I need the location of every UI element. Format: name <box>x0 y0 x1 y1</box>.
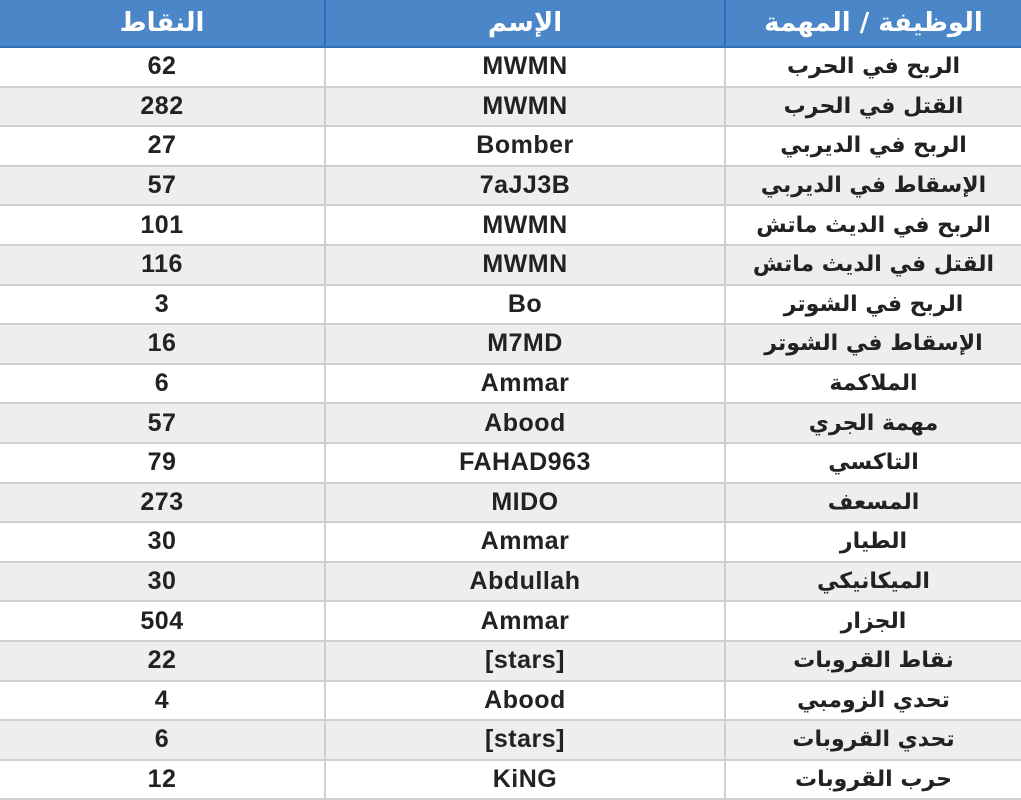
player-name-cell: Ammar <box>325 522 725 562</box>
task-cell: الطيار <box>725 522 1021 562</box>
task-cell: الإسقاط في الشوتر <box>725 324 1021 364</box>
player-name-cell: M7MD <box>325 324 725 364</box>
points-cell: 30 <box>0 562 325 602</box>
player-name-cell: FAHAD963 <box>325 443 725 483</box>
player-name-cell: [stars] <box>325 641 725 681</box>
player-name-cell: 7aJJ3B <box>325 166 725 206</box>
task-cell: الميكانيكي <box>725 562 1021 602</box>
points-cell: 6 <box>0 720 325 760</box>
player-name-cell: Ammar <box>325 601 725 641</box>
task-column-header: الوظيفة / المهمة <box>725 0 1021 47</box>
points-cell: 62 <box>0 47 325 87</box>
task-cell: الإسقاط في الديربي <box>725 166 1021 206</box>
points-cell: 116 <box>0 245 325 285</box>
table-row <box>0 87 1021 127</box>
task-cell: الربح في الشوتر <box>725 285 1021 325</box>
points-cell: 79 <box>0 443 325 483</box>
name-column-header: الإسم <box>325 0 725 47</box>
table-row <box>0 641 1021 681</box>
table-row <box>0 285 1021 325</box>
table-row <box>0 601 1021 641</box>
player-name-cell: MWMN <box>325 205 725 245</box>
player-name-cell: Abdullah <box>325 562 725 602</box>
points-cell: 12 <box>0 760 325 800</box>
task-cell: المسعف <box>725 483 1021 523</box>
points-cell: 27 <box>0 126 325 166</box>
points-cell: 22 <box>0 641 325 681</box>
player-name-cell: Abood <box>325 403 725 443</box>
task-cell: القتل في الديث ماتش <box>725 245 1021 285</box>
table-row <box>0 126 1021 166</box>
header-row <box>0 0 1021 47</box>
points-cell: 57 <box>0 166 325 206</box>
table-header <box>0 0 1021 47</box>
task-cell: تحدي القروبات <box>725 720 1021 760</box>
table-row <box>0 522 1021 562</box>
table-row <box>0 245 1021 285</box>
player-name-cell: Abood <box>325 681 725 721</box>
points-cell: 282 <box>0 87 325 127</box>
points-cell: 4 <box>0 681 325 721</box>
table-row <box>0 324 1021 364</box>
points-cell: 504 <box>0 601 325 641</box>
points-cell: 273 <box>0 483 325 523</box>
points-column-header: النقاط <box>0 0 325 47</box>
player-name-cell: Bo <box>325 285 725 325</box>
player-name-cell: MWMN <box>325 87 725 127</box>
table-row <box>0 403 1021 443</box>
table-row <box>0 760 1021 800</box>
player-name-cell: [stars] <box>325 720 725 760</box>
points-cell: 6 <box>0 364 325 404</box>
table-row <box>0 364 1021 404</box>
table-row <box>0 205 1021 245</box>
table-row <box>0 47 1021 87</box>
task-cell: الجزار <box>725 601 1021 641</box>
task-cell: الربح في الحرب <box>725 47 1021 87</box>
task-cell: حرب القروبات <box>725 760 1021 800</box>
player-name-cell: Bomber <box>325 126 725 166</box>
table-row <box>0 720 1021 760</box>
points-cell: 57 <box>0 403 325 443</box>
points-cell: 3 <box>0 285 325 325</box>
table-body <box>0 47 1021 799</box>
task-cell: الربح في الديث ماتش <box>725 205 1021 245</box>
player-name-cell: MWMN <box>325 47 725 87</box>
player-name-cell: KiNG <box>325 760 725 800</box>
points-cell: 101 <box>0 205 325 245</box>
table-row <box>0 562 1021 602</box>
player-name-cell: Ammar <box>325 364 725 404</box>
points-cell: 30 <box>0 522 325 562</box>
task-cell: الملاكمة <box>725 364 1021 404</box>
table-row <box>0 483 1021 523</box>
table-row <box>0 443 1021 483</box>
task-cell: القتل في الحرب <box>725 87 1021 127</box>
points-cell: 16 <box>0 324 325 364</box>
player-name-cell: MWMN <box>325 245 725 285</box>
table-row <box>0 166 1021 206</box>
task-cell: مهمة الجري <box>725 403 1021 443</box>
task-cell: تحدي الزومبي <box>725 681 1021 721</box>
player-name-cell: MIDO <box>325 483 725 523</box>
table-row <box>0 681 1021 721</box>
task-cell: الربح في الديربي <box>725 126 1021 166</box>
task-cell: نقاط القروبات <box>725 641 1021 681</box>
task-cell: التاكسي <box>725 443 1021 483</box>
